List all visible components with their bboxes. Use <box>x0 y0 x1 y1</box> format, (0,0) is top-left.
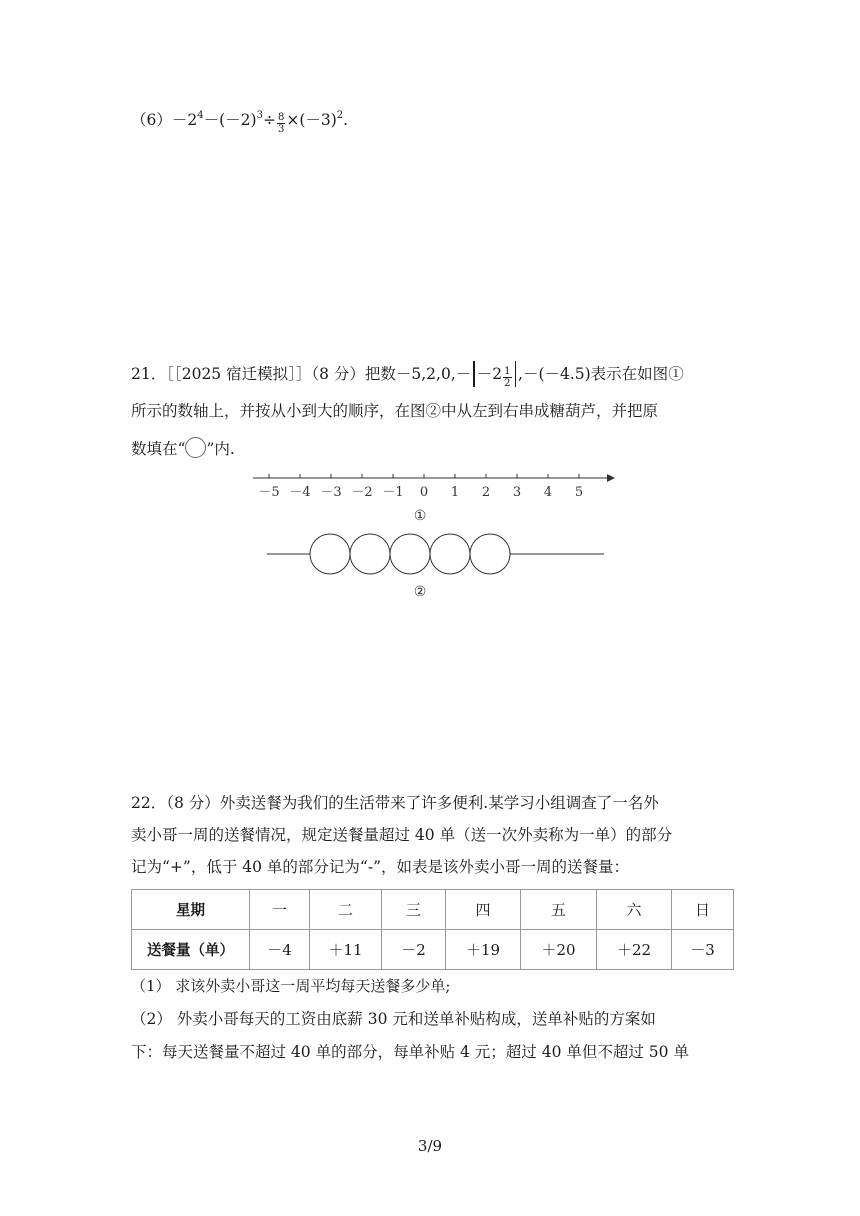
table-cell: －4 <box>250 930 310 970</box>
table-cell: －2 <box>382 930 446 970</box>
table-cell: 日 <box>672 890 734 930</box>
axis-tick-label: －5 <box>258 485 280 500</box>
axis-tick-label: 3 <box>512 485 522 500</box>
table-cell: ＋19 <box>446 930 521 970</box>
axis-tick-label: －2 <box>351 485 373 500</box>
axis-tick-label: 2 <box>481 485 491 500</box>
abs-bar-right <box>515 361 517 387</box>
table-row-orders <box>132 930 734 970</box>
q22-subquestion-2-line2: 下：每天送餐量不超过 40 单的部分，每单补贴 4 元；超过 40 单但不超过 50 单 <box>131 1043 689 1061</box>
table-header-orders: 送餐量（单） <box>132 930 250 970</box>
table-cell: －3 <box>672 930 734 970</box>
q22-subquestion-1: （1） 求该外卖小哥这一周平均每天送餐多少单; <box>131 977 451 995</box>
table-cell: 一 <box>250 890 310 930</box>
abs-bar-left <box>473 361 475 387</box>
axis-tick-label: 5 <box>574 485 584 500</box>
number-line-figure <box>245 468 615 528</box>
circle-icon <box>185 437 206 458</box>
q22-line3: 记为“+”，低于 40 单的部分记为“-”，如表是该外卖小哥一周的送餐量： <box>131 858 630 876</box>
delivery-table <box>131 889 734 970</box>
table-cell: ＋22 <box>597 930 672 970</box>
q22-line2: 卖小哥一周的送餐情况，规定送餐量超过 40 单（送一次外卖称为一单）的部分 <box>131 826 673 844</box>
page-number: 3/9 <box>417 1137 443 1155</box>
fraction-8-3: $\frac{8}{3}$ <box>277 112 285 135</box>
table-cell: 二 <box>310 890 382 930</box>
figure-1-label: ① <box>413 508 427 524</box>
axis-tick-label: 4 <box>543 485 553 500</box>
table-cell: 四 <box>446 890 521 930</box>
table-row-weekday <box>132 890 734 930</box>
axis-arrow-icon <box>607 474 615 482</box>
q22-line1: 22．（8 分）外卖送餐为我们的生活带来了许多便利.某学习小组调查了一名外 <box>131 794 659 812</box>
table-cell: ＋20 <box>521 930 597 970</box>
table-header-weekday: 星期 <box>132 890 250 930</box>
q21-line3: 数填在“ ”内. <box>131 437 235 459</box>
table-cell: ＋11 <box>310 930 382 970</box>
axis-tick-label: 1 <box>450 485 460 500</box>
axis-tick-label: 0 <box>419 485 429 500</box>
haw-circle-1[interactable] <box>310 534 350 574</box>
q21-line1: 21．［［2025 宿迁模拟］］（8 分）把数－5,2,0,－ －2 $\frac{1}{2}$ ,－(－4.5)表示在如图① <box>131 361 684 389</box>
haw-circle-3[interactable] <box>390 534 430 574</box>
figure-2-label: ② <box>413 584 427 600</box>
candied-haws-figure <box>262 530 607 602</box>
haw-circle-4[interactable] <box>430 534 470 574</box>
q21-line2: 所示的数轴上，并按从小到大的顺序，在图②中从左到右串成糖葫芦，并把原 <box>131 402 659 420</box>
table-cell: 六 <box>597 890 672 930</box>
table-cell: 五 <box>521 890 597 930</box>
q20-part6-expression: $(6)-2^4-(-2)^3\div$ $\frac{8}{3}$ $\times(-3)^2$. <box>131 110 349 135</box>
axis-tick-label: －4 <box>289 485 311 500</box>
haw-circle-5[interactable] <box>470 534 510 574</box>
fraction-1-2: $\frac{1}{2}$ <box>504 366 511 389</box>
axis-tick-label: －3 <box>320 485 342 500</box>
table-cell: 三 <box>382 890 446 930</box>
haw-circle-2[interactable] <box>350 534 390 574</box>
axis-tick-label: －1 <box>382 485 404 500</box>
q22-subquestion-2-line1: （2） 外卖小哥每天的工资由底薪 30 元和送单补贴构成，送单补贴的方案如 <box>131 1010 656 1028</box>
